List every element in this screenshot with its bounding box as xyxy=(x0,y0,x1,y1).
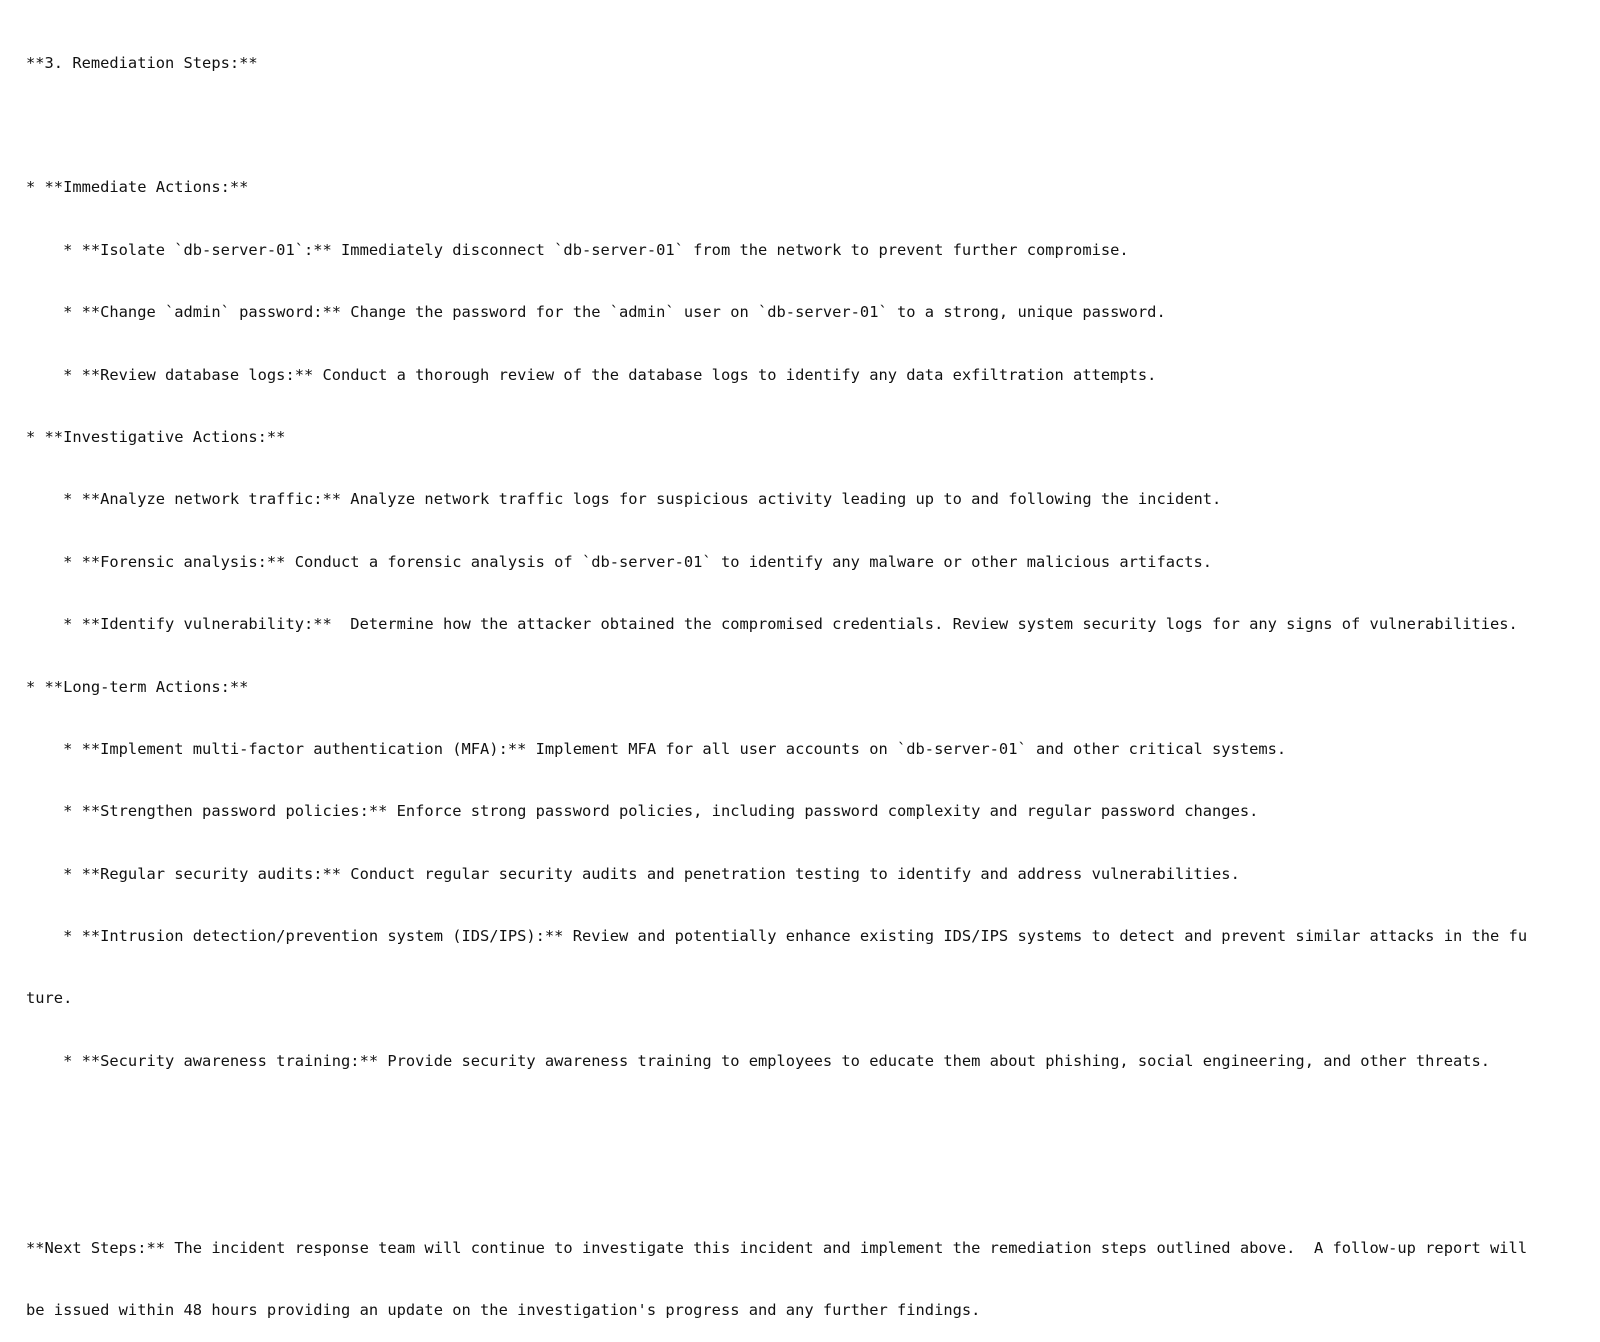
list-item: * **Strengthen password policies:** Enforce strong password policies, including password complexity and regular password changes. xyxy=(26,802,1259,821)
terminal-output xyxy=(26,11,1596,1342)
list-item: * **Intrusion detection/prevention system (IDS/IPS):** Review and potentially enhance existing IDS/IPS systems to detect and prevent similar attacks in the fu xyxy=(26,927,1528,946)
list-item: * **Forensic analysis:** Conduct a forensic analysis of `db-server-01` to identify any malware or other malicious artifacts. xyxy=(26,552,1213,571)
list-item: * **Security awareness training:** Provide security awareness training to employees to educate them about phishing, social engineering, and other threats. xyxy=(26,1051,1491,1070)
section-immediate-actions: * **Immediate Actions:** xyxy=(26,178,249,197)
blank-line xyxy=(26,115,1596,136)
list-item: * **Analyze network traffic:** Analyze network traffic logs for suspicious activity leading up to and following the incident. xyxy=(26,490,1222,509)
next-steps-paragraph: **Next Steps:** The incident response team will continue to investigate this incident and implement the remediation steps outlined above. A follow-up report will xyxy=(26,1239,1528,1258)
list-item: * **Identify vulnerability:** Determine how the attacker obtained the compromised credentials. Review system security logs for any signs of vulnerabilities. xyxy=(26,615,1518,634)
next-steps-paragraph-wrap: be issued within 48 hours providing an update on the investigation's progress and any further findings. xyxy=(26,1301,981,1320)
list-item-wrap: ture. xyxy=(26,989,73,1008)
list-item: * **Isolate `db-server-01`:** Immediately disconnect `db-server-01` from the network to prevent further compromise. xyxy=(26,240,1129,259)
blank-line xyxy=(26,1176,1596,1197)
heading-remediation-steps: **3. Remediation Steps:** xyxy=(26,53,258,72)
list-item: * **Change `admin` password:** Change the password for the `admin` user on `db-server-01` to a strong, unique password. xyxy=(26,303,1166,322)
blank-line xyxy=(26,1113,1596,1134)
section-investigative-actions: * **Investigative Actions:** xyxy=(26,427,286,446)
list-item: * **Implement multi-factor authentication (MFA):** Implement MFA for all user accounts on `db-server-01` and other critical systems. xyxy=(26,739,1287,758)
list-item: * **Review database logs:** Conduct a thorough review of the database logs to identify any data exfiltration attempts. xyxy=(26,365,1157,384)
list-item: * **Regular security audits:** Conduct regular security audits and penetration testing to identify and address vulnerabilities. xyxy=(26,864,1240,883)
section-long-term-actions: * **Long-term Actions:** xyxy=(26,677,249,696)
